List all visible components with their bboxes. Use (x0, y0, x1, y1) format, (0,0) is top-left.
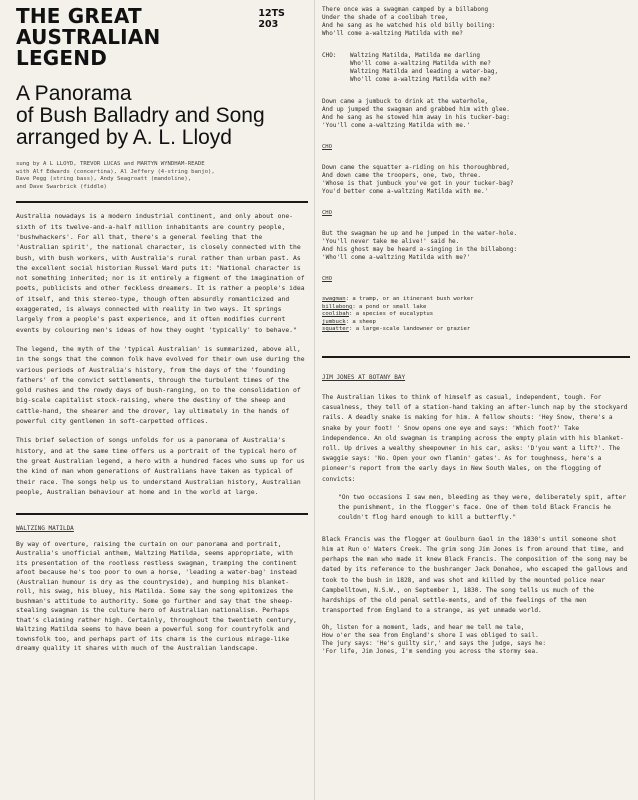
column-divider (314, 0, 315, 800)
lyric-line: Waltzing Matilda and leading a water-bag, (350, 68, 499, 75)
lyric-line: Down came a jumbuck to drink at the waterhole, (322, 98, 489, 105)
lyric-line: There once was a swagman camped by a billabong (322, 6, 489, 13)
section-rule (16, 513, 308, 515)
lyrics-verse-3 (322, 164, 630, 196)
glossary-term: billabong (322, 303, 353, 310)
lyric-line: And he sang as he watched his old billy boiling: (322, 22, 496, 29)
glossary-term: coolibah (322, 311, 349, 318)
lyric-line: Oh, listen for a moment, lads, and hear me tell me tale, (322, 624, 525, 632)
lyric-line: Down came the squatter a-riding on his thoroughbred, (322, 164, 510, 171)
lyric-line: And down came the troopers, one, two, three. (322, 172, 481, 179)
album-title (16, 6, 258, 69)
chorus-lines (350, 52, 498, 84)
glossary-def: : a tramp, or an itinerant bush worker (345, 296, 474, 302)
performer-credits (16, 161, 308, 191)
lyrics-chorus (322, 52, 630, 84)
subtitle-line2: of Bush Balladry and Song (16, 104, 265, 127)
subtitle-line1: A Panorama (16, 82, 132, 105)
credit-line: sung by A L LLOYD, TREVOR LUCAS and MARTYN WYNDHAM-READE (16, 161, 205, 167)
lyric-line: Who'll come a-waltzing Matilda with me? (350, 60, 491, 67)
jim-jones-paragraph-2: Black Francis was the flogger at Goulburn Gaol in the 1830's until someone shot him at Run o' Waters Creek. The grim song Jim Jones is from around that time, and perhaps the man who made it knew Black Francis. The composition of the song may be dated by its reference to the bushranger Jack Donahoe, who escaped the gallows and took to the bush in 1828, and was shot and killed by the mounted police near Campbelltown, N.S.W., on September 1, 1830. The song tells us much of the hardships of the old penal settle-ments, and of the feelings of the men transported from England to a strange, as yet unmade world. (322, 535, 628, 615)
title-row (16, 6, 308, 69)
glossary-entry (322, 311, 630, 319)
album-title-line2: AUSTRALIAN LEGEND (16, 25, 161, 70)
intro-paragraph-3: This brief selection of songs unfolds for us a panorama of Australia's history, and at the same time offers us a portrait of the typical hero of the great Australian legend, a hero with a hundred faces who sums up for us the kind of man whom generations of Australians have taken as typical of their race. The songs help us to understand Australian history, Australian people, Australian behaviour at home and in the world at large. (16, 436, 305, 496)
glossary-def: : a sheep (345, 318, 376, 325)
lyric-line: 'Whose is that jumbuck you've got in your tucker-bag? (322, 180, 514, 187)
chorus-marker: CHO (322, 144, 332, 150)
lyric-line: But the swagman he up and he jumped in the water-hole. (322, 230, 518, 237)
left-column (16, 6, 308, 663)
glossary-term: jumbuck (322, 318, 346, 325)
lyrics-verse-2 (322, 98, 630, 130)
lyric-line: The jury says: 'He's guilty sir,' and says the judge, says he: (322, 640, 546, 648)
chorus-label: CHO: (322, 52, 337, 59)
lyric-line: And he sang as he stowed him away in his tucker-bag: (322, 114, 510, 121)
section-rule (322, 356, 630, 358)
lyric-line: Who'll come a-waltzing Matilda with me? (350, 76, 491, 83)
intro-paragraph-1: Australia nowadays is a modern industrial continent, and only about one-sixth of its twelve-and-a-half million inhabitants are country people, 'bushwhackers'. For all that, there's a general feeling that the 'Australian spirit', the national character, is closely connected with the bush, with bush workers, with Australia's rural rather than urban past. As the excellent social historian Russel Ward puts it: "National character is not something inherited; nor is it entirely a figment of the imagination of poets, publicists and other feckless dreamers. It is rather a people's idea of itself, and this stereo-type, though often absurdly romanticized and exaggerated, is always connected with reality in two ways. It springs largely from a people's past experience, and it often modifies current events by colouring men's ideas of how they ought 'typically' to behave." (16, 212, 305, 334)
glossary-def: : a species of eucalyptus (348, 311, 434, 318)
lyric-line: How o'er the sea from England's shore I was obliged to sail. (322, 632, 539, 640)
lyric-line: And his ghost may be heard a-singing in the billabong: (322, 246, 518, 253)
lyric-line: 'Who'll come a-waltzing Matilda with me?' (322, 254, 471, 261)
jim-jones-heading: JIM JONES AT BOTANY BAY (322, 373, 406, 381)
chorus-marker: CHO (322, 210, 332, 216)
glossary-entry (322, 296, 630, 304)
lyric-line: And up jumped the swagman and grabbed him with glee. (322, 106, 510, 113)
album-subtitle (16, 83, 308, 149)
chorus-marker: CHO (322, 276, 332, 282)
jim-jones-verse (322, 624, 630, 656)
glossary-term: squatter (322, 326, 349, 333)
glossary-entry (322, 326, 630, 334)
glossary-def: : a large-scale landowner or grazier (348, 326, 471, 333)
lyric-line: 'You'll never take me alive!' said he. (322, 238, 460, 245)
lyric-line: 'You'll come a-waltzing Matilda with me.' (322, 122, 471, 129)
jim-jones-paragraph-1: The Australian likes to think of himself as casual, independent, tough. For casualness, they tell of a station-hand taking an after-lunch nap by the stockyard rails. A deadly snake is making for him. A fellow shouts: 'Hey Snow, there's a snake by your foot! ' Snow opens one eye and says: 'Which foot?' Take independence. An old swagman is tramping across the empty plain with his blanket-roll. Up drives a wealthy sheepowner in his car, asks: 'D'you want a lift?'. The swaggie says: 'No. Open your own flamin' gates'. As for toughness, here's a pioneer's report from the early days in New South Wales, on the flogging of convicts: (322, 393, 628, 483)
lyric-line: 'For life, Jim Jones, I'm sending you across the stormy sea. (322, 648, 539, 656)
lyric-line: Under the shade of a coolibah tree, (322, 14, 449, 21)
glossary-def: : a pond or small lake (352, 303, 427, 310)
section-rule (16, 201, 308, 203)
lyric-line: Waltzing Matilda, Matilda me darling (350, 52, 481, 59)
credit-line: Dave Pegg (string bass), Andy Seagroatt (mandoline), (16, 176, 192, 183)
lyrics-verse-1 (322, 6, 630, 38)
credit-line: and Dave Swarbrick (fiddle) (16, 183, 107, 190)
lyric-line: Who'll come a-waltzing Matilda with me? (322, 30, 463, 37)
waltzing-matilda-heading: WALTZING MATILDA (16, 524, 74, 532)
waltzing-matilda-paragraph: By way of overture, raising the curtain on our panorama and portrait, Australia's unofficial anthem, Waltzing Matilda, seems appropriate, with its presentation of the rootless restless swagman, tramping the continent afoot because he's too poor to own a horse, 'leading a water-bag' instead (Australian humour is dry as the countryside), and humping his blanket-roll, his swag, his bluey, his Matilda. Some say the song epitomizes the bushman's attitude to authority. Some go further and say that the sheep-stealing swagman is the culture hero of Australian nationalism. Perhaps that's claiming rather high. Certainly, throughout the twentieth century, Waltzing Matilda seems to have been a powerful song for countryfolk and townsfolk too, and perhaps part of its charm is the curious mirage-like dreamy quality it shares with much of the Australian landscape. (16, 539, 297, 653)
lyric-line: You'd better come a-waltzing Matilda with me.' (322, 188, 489, 195)
credit-line: with Alf Edwards (concertina), Al Jeffery (4-string banjo), (16, 168, 215, 175)
catalog-number: 12TS 203 (258, 8, 285, 30)
right-column (322, 6, 630, 656)
flogging-quote: "On two occasions I saw men, bleeding as they were, deliberately spit, after the punishment, in the flogger's face. One of them told Black Francis he couldn't flog hard enough to kill a butterfly." (338, 493, 627, 521)
lyrics-verse-4 (322, 230, 630, 262)
intro-paragraph-2: The legend, the myth of the 'typical Australian' is summarized, above all, in the songs that the common folk have evolved for their own use during the various periods of Australia's history, from the days of the 'founding fathers' of the convict settlements, through the turbulent times of the gold rushes and the rowdy days of bush-ranging, on to the consolidation of big-scale capitalist stock-raising, where the destiny of the sheep and cattle-hand, the shearer and the drover, lay ultimately in the hands of powerful city gentlemen in soft-carpetted offices. (16, 344, 305, 426)
glossary-term: swagman (322, 296, 346, 302)
album-title-line1: THE GREAT (16, 4, 142, 28)
subtitle-line3: arranged by A. L. Lloyd (16, 126, 232, 149)
glossary-entry (322, 319, 630, 327)
glossary-entry (322, 304, 630, 312)
glossary (322, 296, 630, 334)
